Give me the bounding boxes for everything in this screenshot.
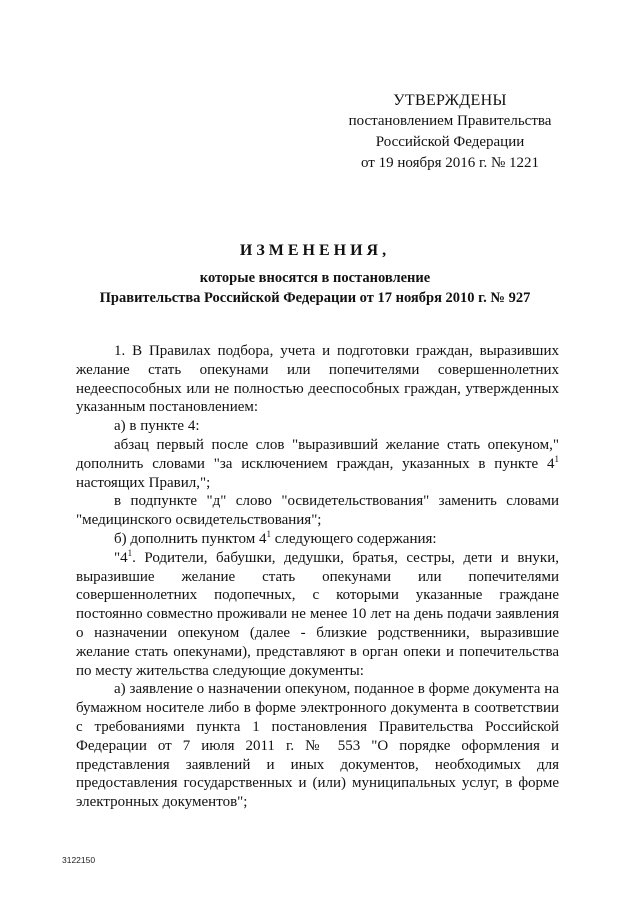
- paragraph-5: [76, 530, 559, 549]
- approval-line-2: Российской Федерации: [375, 134, 525, 150]
- approval-heading: УТВЕРЖДЕНЫ: [393, 92, 507, 109]
- approval-line-1: постановлением Правительства: [348, 113, 552, 129]
- paragraph-3-text-a: абзац первый после слов "выразивший желание стать опекуном," дополнить словами "за исключением граждан, указанных в пункте 4: [76, 436, 559, 472]
- paragraph-3-text-b: настоящих Правил,";: [76, 474, 211, 491]
- paragraph-4: в подпункте "д" слово "освидетельствования" заменить словами "медицинского освидетельствования";: [76, 493, 559, 529]
- paragraph-2: а) в пункте 4:: [114, 418, 200, 435]
- paragraph-6-text-b: . Родители, бабушки, дедушки, братья, сестры, дети и внуки, выразившие желание стать опекунами или попечителями совершеннолетних подопечных, с которыми указанные граждане постоянно совместно проживали не менее 10 лет на день подачи заявления о назначении опекуном (далее - близкие родственники, выразившие желание стать опекунами), представляют в орган опеки и попечительства по месту жительства следующие документы:: [76, 549, 559, 679]
- paragraph-6: [76, 549, 559, 681]
- document-title: ИЗМЕНЕНИЯ,: [239, 242, 391, 259]
- document-subtitle-line-1: которые вносятся в постановление: [199, 270, 431, 286]
- paragraph-6-text-a: "4: [114, 549, 128, 566]
- superscript-1: 1: [554, 453, 559, 464]
- document-body: [76, 342, 559, 812]
- document-code: 3122150: [62, 855, 96, 865]
- paragraph-7: а) заявление о назначении опекуном, поданное в форме документа на бумажном носителе либо в форме электронного документа в соответствии с требованиями пункта 1 постановления Правительства Российской Федерации от 7 июля 2011 г. № 553 "О порядке оформления и представления заявлений и иных документов, необходимых для предоставления государственных и (или) муниципальных услуг, в форме электронных документов";: [76, 681, 559, 811]
- paragraph-5-text-a: б) дополнить пунктом 4: [114, 530, 267, 547]
- document-heading: [60, 241, 570, 308]
- document-subtitle-line-2: Правительства Российской Федерации от 17 ноября 2010 г. № 927: [99, 290, 531, 306]
- superscript-3: 1: [127, 547, 133, 558]
- paragraph-5-text-b: следующего содержания:: [270, 530, 437, 547]
- approval-line-3: от 19 ноября 2016 г. № 1221: [360, 155, 540, 171]
- paragraph-1: 1. В Правилах подбора, учета и подготовки граждан, выразивших желание стать опекунами или попечителями совершеннолетних недееспособных или не полностью дееспособных граждан, утвержденных указанным постановлением:: [76, 343, 559, 416]
- paragraph-3: [76, 436, 559, 492]
- approval-block: [330, 90, 570, 174]
- superscript-2: 1: [266, 528, 271, 539]
